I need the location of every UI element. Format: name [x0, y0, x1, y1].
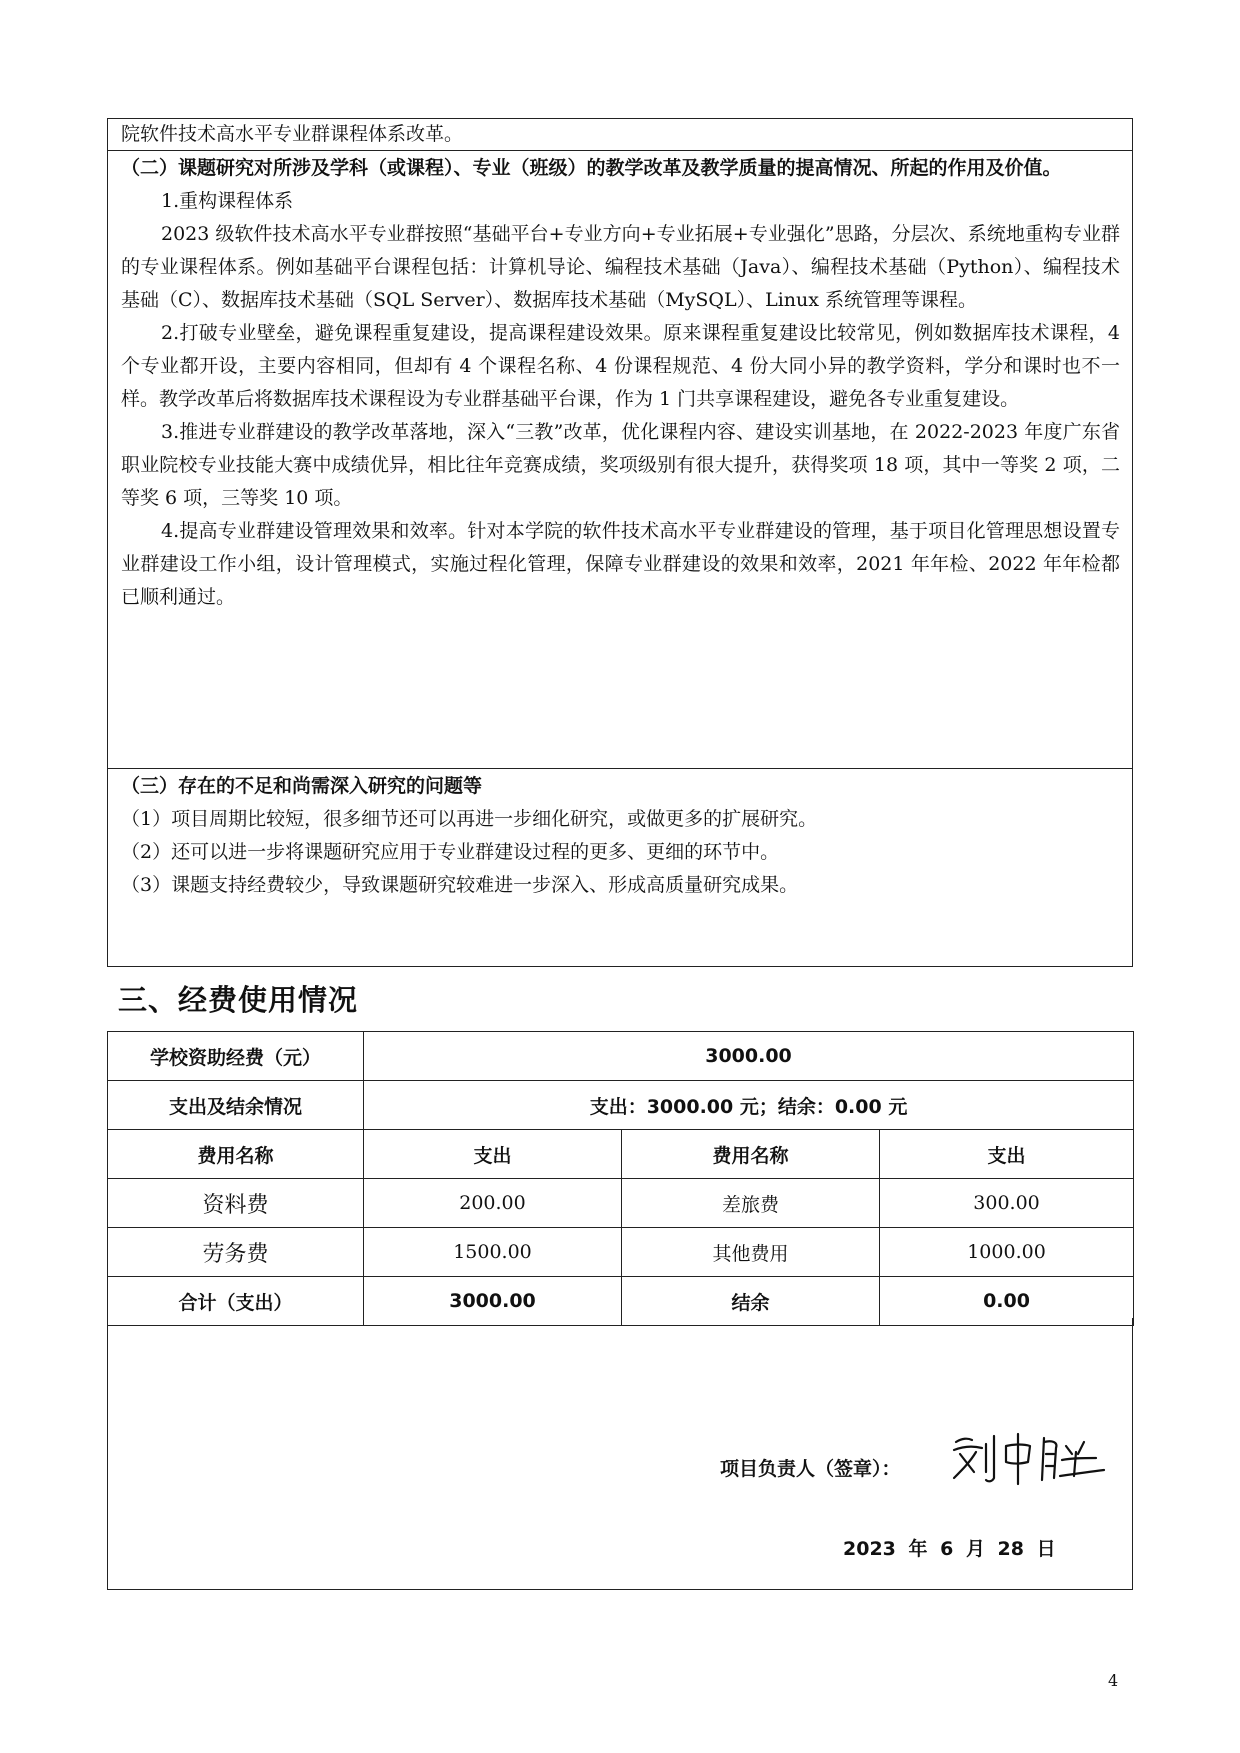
section2-p2: 2.打破专业壁垒，避免课程重复建设，提高课程建设效果。原来课程重复建设比较常见，例如数据库技术课程，4 个专业都开设，主要内容相同，但却有 4 个课程名称、4 份课程规范、4 份大同小异的教学资料，学分和课时也不一样。教学改革后将数据库技术课程设为专业群基础平台课，作为 1 门共享课程建设，避免各专业重复建设。 [121, 322, 1120, 410]
report-frame [107, 118, 1133, 967]
table-cell: 其他费用 [622, 1228, 880, 1277]
section2-p1-title: 1.重构课程体系 [161, 190, 294, 212]
section2-p1-body: 2023 级软件技术高水平专业群按照“基础平台+专业方向+专业拓展+专业强化”思路，分层次、系统地重构专业群的专业课程体系。例如基础平台课程包括：计算机导论、编程技术基础（Java）、编程技术基础（Python）、编程技术基础（C）、数据库技术基础（SQL Server）、数据库技术基础（MySQL）、Linux 系统管理等课程。 [121, 223, 1120, 311]
continued-line: 院软件技术高水平专业群课程体系改革。 [121, 123, 464, 145]
table-header-row [108, 1130, 1134, 1179]
section2-content [121, 152, 1120, 614]
remainder-label: 结余 [622, 1277, 880, 1326]
funding-section-title: 三、经费使用情况 [118, 983, 359, 1017]
table-row [108, 1081, 1134, 1130]
section3-heading: （三）存在的不足和尚需深入研究的问题等 [121, 775, 483, 797]
signature-date: 2023 年 6 月 28 日 [843, 1538, 1056, 1560]
balance-value: 支出：3000.00 元；结余：0.00 元 [364, 1081, 1134, 1130]
page-number: 4 [1108, 1671, 1119, 1690]
total-label: 合计（支出） [108, 1277, 364, 1326]
school-funding-label: 学校资助经费（元） [108, 1032, 364, 1081]
table-cell: 1500.00 [364, 1228, 622, 1277]
school-funding-value: 3000.00 [364, 1032, 1134, 1081]
section2-p4: 4.提高专业群建设管理效果和效率。针对本学院的软件技术高水平专业群建设的管理，基于项目化管理思想设置专业群建设工作小组，设计管理模式，实施过程化管理，保障专业群建设的效果和效率，2021 年年检、2022 年年检都已顺利通过。 [121, 520, 1120, 608]
section2-p3: 3.推进专业群建设的教学改革落地，深入“三教”改革，优化课程内容、建设实训基地，在 2022-2023 年度广东省职业院校专业技能大赛中成绩优异，相比往年竞赛成绩，奖项级别有很大提升，获得奖项 18 项，其中一等奖 2 项，二等奖 6 项，三等奖 10 项。 [121, 421, 1120, 509]
section3-item: （2）还可以进一步将课题研究应用于专业群建设过程的更多、更细的环节中。 [121, 841, 780, 863]
column-header: 费用名称 [622, 1130, 880, 1179]
remainder-value: 0.00 [880, 1277, 1134, 1326]
table-cell: 资料费 [108, 1179, 364, 1228]
continued-row [108, 119, 1132, 151]
section2-heading: （二）课题研究对所涉及学科（或课程）、专业（班级）的教学改革及教学质量的提高情况、所起的作用及价值。 [121, 157, 1062, 179]
table-cell: 1000.00 [880, 1228, 1134, 1277]
section3-content [121, 770, 1120, 902]
balance-label: 支出及结余情况 [108, 1081, 364, 1130]
table-row [108, 1179, 1134, 1228]
column-header: 支出 [880, 1130, 1134, 1179]
signature-box [107, 1318, 1133, 1590]
table-cell: 差旅费 [622, 1179, 880, 1228]
table-cell: 300.00 [880, 1179, 1134, 1228]
section3-item: （1）项目周期比较短，很多细节还可以再进一步细化研究，或做更多的扩展研究。 [121, 808, 818, 830]
signature-label: 项目负责人（签章）： [720, 1458, 901, 1480]
funding-table [107, 1031, 1134, 1326]
column-header: 费用名称 [108, 1130, 364, 1179]
column-header: 支出 [364, 1130, 622, 1179]
table-cell: 劳务费 [108, 1228, 364, 1277]
handwritten-signature [948, 1428, 1108, 1488]
section2-block [108, 151, 1132, 769]
table-row [108, 1228, 1134, 1277]
section3-item: （3）课题支持经费较少，导致课题研究较难进一步深入、形成高质量研究成果。 [121, 874, 799, 896]
table-cell: 200.00 [364, 1179, 622, 1228]
section3-block [108, 769, 1132, 966]
total-value: 3000.00 [364, 1277, 622, 1326]
table-row [108, 1032, 1134, 1081]
